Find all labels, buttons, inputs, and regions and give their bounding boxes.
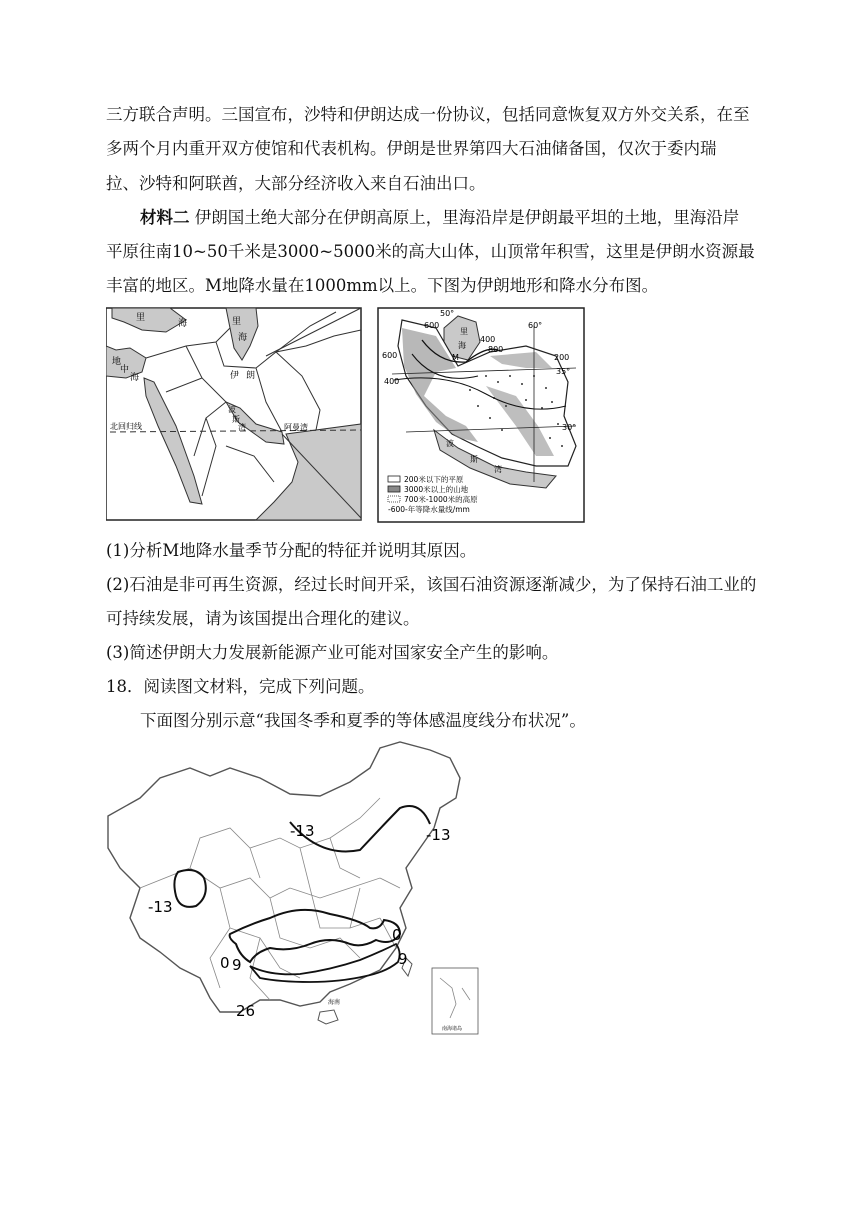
isotherm-label-9-east: 9 xyxy=(398,950,408,968)
question-18: 18．阅读图文材料，完成下列问题。 xyxy=(106,677,375,696)
map-label-di: 地 xyxy=(112,357,122,367)
paragraph-line: 三方联合声明。三国宣布，沙特和伊朗达成一份协议，包括同意恢复双方外交关系，在至 xyxy=(106,105,750,124)
isotherm-label-9-west: 9 xyxy=(232,956,242,974)
map-label-hai2: 海 xyxy=(238,333,248,343)
lon60-label: 60° xyxy=(528,321,543,330)
iran-detail-map xyxy=(378,308,584,522)
isotherm-label-n13-east: -13 xyxy=(426,826,451,844)
map-label-hai1: 海 xyxy=(178,319,188,329)
question-1: (1)分析M地降水量季节分配的特征并说明其原因。 xyxy=(106,541,477,560)
china-isotherm-map xyxy=(100,738,480,1038)
lat50-label: 50° xyxy=(440,309,455,318)
legend-plain: 200米以下的平原 xyxy=(404,475,464,484)
isohyet-400b: 400 xyxy=(384,377,400,386)
gulf-wan: 湾 xyxy=(494,465,502,474)
isotherm-label-0-west: 0 xyxy=(220,954,230,972)
label-nanhai: 南海诸岛 xyxy=(442,1026,463,1032)
legend-plateau: 700米-1000米的高原 xyxy=(404,495,478,504)
map-label-wan: 湾 xyxy=(238,423,246,432)
map-label-bo: 波 xyxy=(228,405,236,414)
legend-plateau-swatch xyxy=(388,496,400,502)
question-2-line2: 可持续发展，请为该国提出合理化的建议。 xyxy=(106,609,420,628)
caspian-hai: 海 xyxy=(458,341,466,350)
paragraph-line: 丰富的地区。M地降水量在1000mm以上。下图为伊朗地形和降水分布图。 xyxy=(106,276,659,295)
question-18-description: 下面图分别示意“我国冬季和夏季的等体感温度线分布状况”。 xyxy=(140,711,586,730)
lat30-label: 30° xyxy=(562,423,577,432)
map-label-zhong: 中 xyxy=(120,365,130,375)
question-3: (3)简述伊朗大力发展新能源产业可能对国家安全产生的影响。 xyxy=(106,643,559,662)
isotherm-label-26: 26 xyxy=(236,1002,256,1020)
isohyet-800: 800 xyxy=(488,345,504,354)
gulf-bo: 波 xyxy=(446,439,454,448)
isotherm-label-0-east: 0 xyxy=(392,926,402,944)
iran-terrain-precipitation-figure xyxy=(106,306,586,524)
map-label-oman-gulf: 阿曼湾 xyxy=(284,423,308,432)
map-label-hai3: 海 xyxy=(130,373,140,383)
material-two-label: 材料二 xyxy=(140,208,190,227)
isotherm-label-n13-north: -13 xyxy=(290,822,315,840)
point-m-label: M xyxy=(452,353,459,362)
paragraph-line: 平原往南10~50千米是3000~5000米的高大山体，山顶常年积雪，这里是伊朗水资源最 xyxy=(106,242,755,261)
legend-mountain-swatch xyxy=(388,486,400,492)
paragraph-line: 多两个月内重开双方使馆和代表机构。伊朗是世界第四大石油储备国，仅次于委内瑞 xyxy=(106,139,717,158)
question-2-line1: (2)石油是非可再生资源，经过长时间开采，该国石油资源逐渐减少，为了保持石油工业的 xyxy=(106,575,757,594)
isohyet-200: 200 xyxy=(554,353,570,362)
middle-east-map xyxy=(106,308,361,520)
map-label-yi: 伊 xyxy=(230,371,240,381)
material-two-line xyxy=(140,206,739,230)
legend-mountain: 3000米以上的山地 xyxy=(404,485,469,494)
legend-isohyet: -600-年等降水量线/mm xyxy=(388,505,470,514)
gulf-si: 斯 xyxy=(470,455,478,464)
paragraph-line: 拉、沙特和阿联酋，大部分经济收入来自石油出口。 xyxy=(106,174,486,193)
map-label-li1: 里 xyxy=(136,313,146,323)
material-two-text: 伊朗国土绝大部分在伊朗高原上，里海沿岸是伊朗最平坦的土地，里海沿岸 xyxy=(194,208,740,227)
label-hainan: 海南 xyxy=(328,999,341,1006)
caspian-li: 里 xyxy=(460,327,468,336)
isohyet-600b: 600 xyxy=(382,351,398,360)
map-label-tropic: 北回归线 xyxy=(110,422,142,431)
map-label-li2: 里 xyxy=(232,317,242,327)
isohyet-600a: 600 xyxy=(424,321,440,330)
isohyet-400a: 400 xyxy=(480,335,496,344)
legend-plain-swatch xyxy=(388,476,400,482)
map-label-lang: 朗 xyxy=(246,371,256,381)
map-label-si: 斯 xyxy=(232,415,240,424)
lat35-label: 35° xyxy=(556,367,571,376)
isotherm-label-n13-tibet: -13 xyxy=(148,898,173,916)
